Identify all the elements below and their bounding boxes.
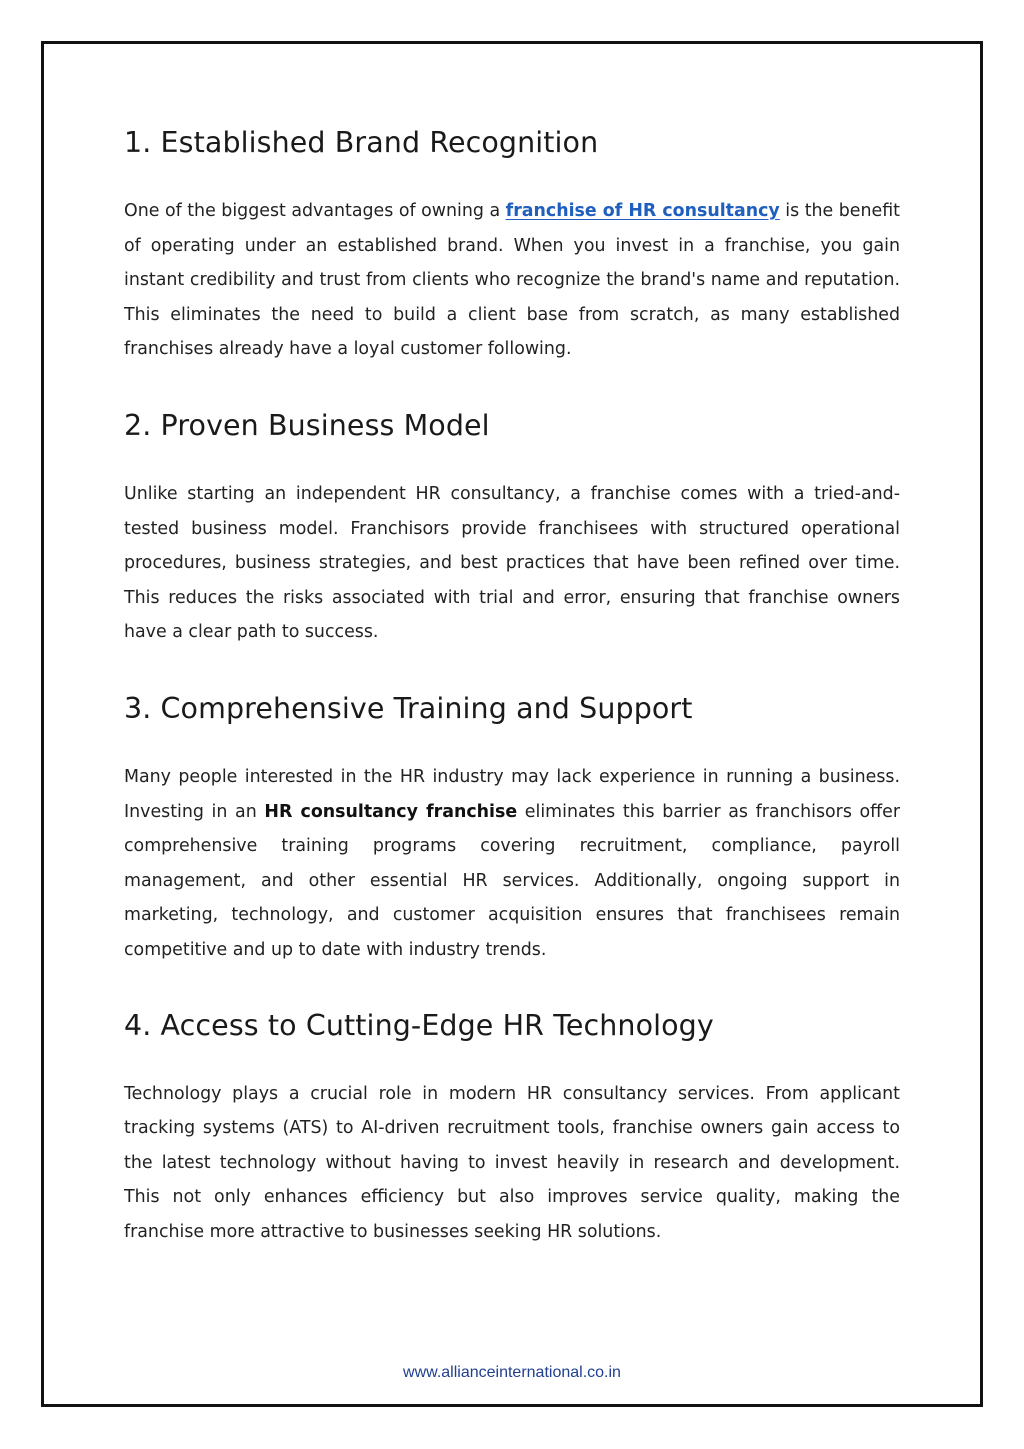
section-heading-brand-recognition: 1. Established Brand Recognition [124,126,599,159]
bold-keyword: HR consultancy franchise [264,801,518,822]
section-heading-training-support: 3. Comprehensive Training and Support [124,691,693,725]
body-text: One of the biggest advantages of owning a [124,201,506,221]
section-body-business-model: Unlike starting an independent HR consultancy, a franchise comes with a tried-and-tested business model. Franchisors provide franchisees with structured operational procedures, business strategies, and best practices that have been refined over time. This reduces the risks associated with trial and error, ensuring that franchise owners have a clear path to success. [124,483,900,643]
body-text: Many people interested in the HR industry may lack experience in running a business. Investing in an [124,766,900,822]
section-body-training-support [124,760,900,968]
body-text: eliminates this barrier as franchisors offer comprehensive training programs covering recruitment, compliance, payroll management, and other essential HR services. Additionally, ongoing support in marketing, technology, and customer acquisition ensures that franchisees remain competitive and up to date with industry trends. [124,801,901,960]
franchise-hr-consultancy-link[interactable]: franchise of HR consultancy [505,201,780,221]
document-content [124,120,900,1249]
section-heading-business-model: 2. Proven Business Model [124,408,490,442]
footer-website-link[interactable]: www.allianceinternational.co.in [403,1364,621,1381]
section-body-hr-technology: Technology plays a crucial role in modern HR consultancy services. From applicant tracking systems (ATS) to AI-driven recruitment tools, franchise owners gain access to the latest technology without having to invest heavily in research and development. This not only enhances efficiency but also improves service quality, making the franchise more attractive to businesses seeking HR solutions. [124,1083,900,1242]
body-text: is the benefit of operating under an established brand. When you invest in a franchise, you gain instant credibility and trust from clients who recognize the brand's name and reputation. This eliminates the need to build a client base from scratch, as many established franchises already have a loyal customer following. [124,201,900,360]
section-body-brand-recognition [124,194,900,367]
section-heading-hr-technology: 4. Access to Cutting-Edge HR Technology [124,1008,714,1042]
